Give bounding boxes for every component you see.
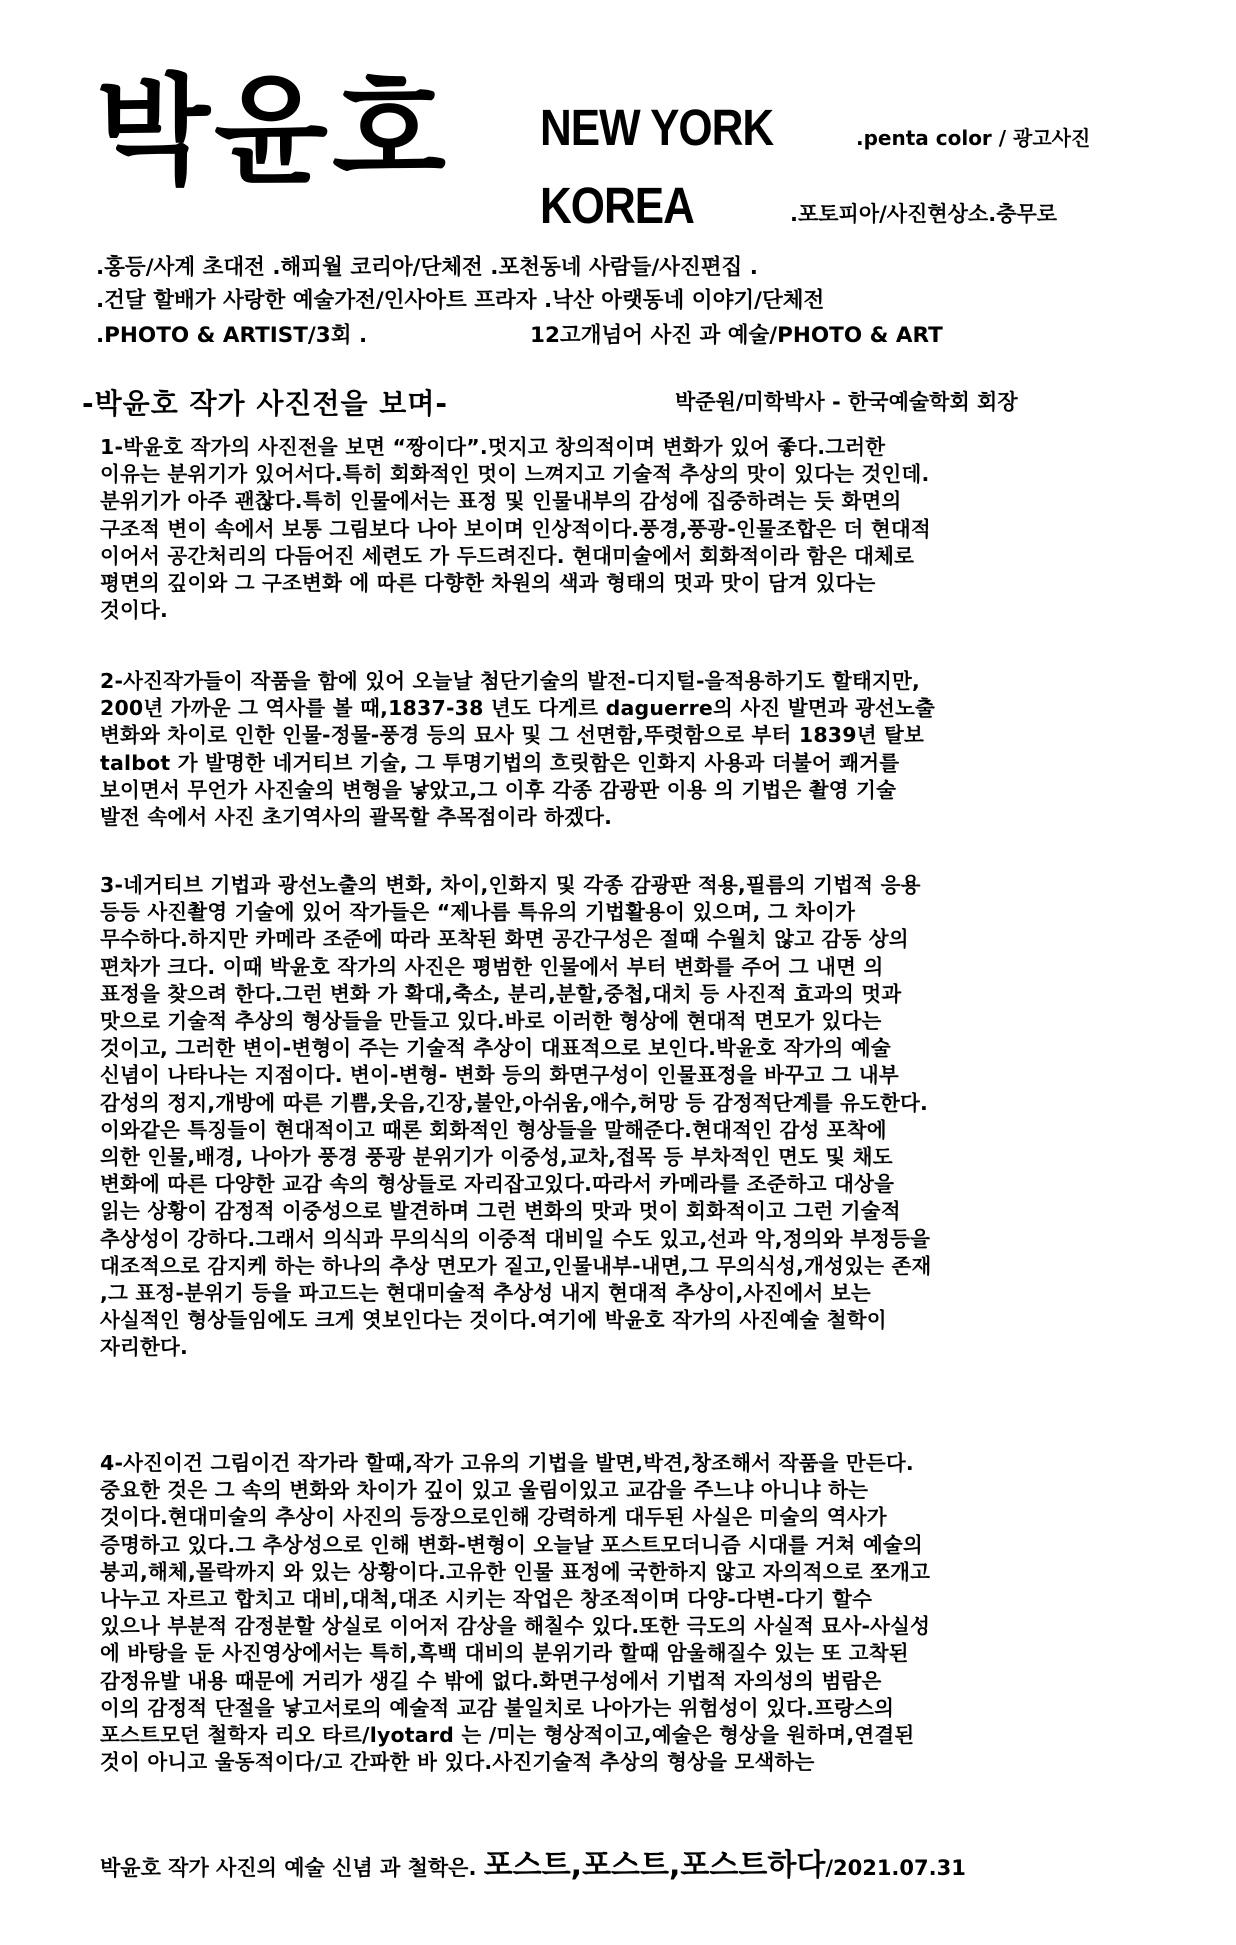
paragraph-line: 증명하고 있다.그 추상성으로 인해 변화-변형이 오늘날 포스트모더니즘 시대를 거쳐 예술의 <box>100 1532 923 1557</box>
essay-author: 박준원/미학박사 - 한국예술학회 회장 <box>675 390 1018 414</box>
essay-heading: -박윤호 작가 사진전을 보며- <box>82 387 449 420</box>
paragraph-line: 읽는 상황이 감정적 이중성으로 발견하며 그런 변화의 맛과 멋이 회화적이고 그런 기술적 <box>100 1199 901 1224</box>
paragraph-line: 맛으로 기술적 추상의 형상들을 만들고 있다.바로 이러한 형상에 현대적 면모가 있다는 <box>100 1009 882 1034</box>
paragraph-line: 구조적 변이 속에서 보통 그림보다 나아 보이며 인상적이다.풍경,풍광-인물조합은 더 현대적 <box>100 516 931 541</box>
paragraph-line: 이와같은 특징들이 현대적이고 때론 회화적인 형상들을 말해준다.현대적인 감성 포착에 <box>100 1117 887 1142</box>
paragraph-line: 평면의 깊이와 그 구조변화 에 따른 다향한 차원의 색과 형태의 멋과 맛이 담겨 있다는 <box>100 571 876 596</box>
paragraph-line: 것이 아니고 울동적이다/고 간파한 바 있다.사진기술적 추상의 형상을 모색하는 <box>100 1750 815 1775</box>
paragraph-line: 포스트모던 철학자 리오 타르/lyotard 는 /미는 형상적이고,예술은 형상을 원하며,연결된 <box>100 1723 915 1748</box>
paragraph-line: 것이다.현대미술의 추상이 사진의 등장으로인해 강력하게 대두된 사실은 미술의 역사가 <box>100 1505 887 1530</box>
paragraph-line: 발전 속에서 사진 초기역사의 괄목할 추목점이라 하겠다. <box>100 805 613 830</box>
paragraph-line: 무수하다.하지만 카메라 조준에 따라 포착된 화면 공간구성은 절때 수월치 않고 감동 상의 <box>100 927 909 952</box>
paragraph-line: 변화에 따른 다양한 교감 속의 형상들로 자리잡고있다.따라서 카메라를 조준하고 대상을 <box>100 1172 895 1197</box>
paragraph-line: 있으나 부분적 감정분할 상실로 이어저 감상을 해칠수 있다.또한 극도의 사실적 묘사-사실성 <box>100 1614 931 1639</box>
paragraph-line: 에 바탕을 둔 사진영상에서는 특히,흑백 대비의 분위기라 할때 암울해질수 있는 또 고착된 <box>100 1641 909 1666</box>
paragraph-line: 추상성이 강하다.그래서 의식과 무의식의 이중적 대비일 수도 있고,선과 악,정의와 부정등을 <box>100 1226 931 1251</box>
paragraph-line: ,그 표정-분위기 등을 파고드는 현대미술적 추상성 내지 현대적 추상이,사진에서 보는 <box>100 1281 871 1306</box>
paragraph-line: 붕괴,해체,몰락까지 와 있는 상황이다.고유한 인물 표정에 국한하지 않고 자의적으로 쪼개고 <box>100 1559 931 1584</box>
paragraph-line: 중요한 것은 그 속의 변화와 차이가 깊이 있고 울림이있고 교감을 주느냐 아니냐 하는 <box>100 1478 869 1503</box>
closing-emphasis: 포스트,포스트,포스트하다 <box>483 1848 826 1883</box>
paragraph-line: 분위기가 아주 괜찮다.특히 인물에서는 표정 및 인물내부의 감성에 집중하려는 듯 화면의 <box>100 489 902 514</box>
closing-date: /2021.07.31 <box>825 1856 966 1880</box>
paragraph-line: 변화와 차이로 인한 인물-정물-풍경 등의 묘사 및 그 선면함,뚜렷함으로 부터 1839년 탈보 <box>100 723 925 748</box>
artist-name-title: 박윤호 <box>96 62 450 200</box>
paragraph-line: 것이고, 그러한 변이-변형이 주는 기술적 추상이 대표적으로 보인다.박윤호 작가의 예술 <box>100 1036 891 1061</box>
paragraph-line: 3-네거티브 기법과 광선노출의 변화, 차이,인화지 및 각종 감광판 적용,필름의 기법적 응용 <box>100 873 921 897</box>
city-korea: KOREA <box>540 178 694 235</box>
paragraph-line: 편차가 크다. 이때 박윤호 작가의 사진은 평범한 인물에서 부터 변화를 주어 그 내면 의 <box>100 954 884 979</box>
paragraph-line: 표정을 찾으려 한다.그런 변화 가 확대,축소, 분리,분할,중첩,대치 등 사진적 효과의 멋과 <box>100 981 902 1006</box>
closing-text: 박윤호 작가 사진의 예술 신념 과 철학은. <box>100 1856 477 1880</box>
paragraph-line: talbot 가 발명한 네거티브 기술, 그 투명기법의 흐릿함은 인화지 사용과 더불어 쾌거를 <box>100 750 900 775</box>
paragraph-line: 2-사진작가들이 작품을 함에 있어 오늘날 첨단기술의 발전-디지털-을적용하기도 할태지만, <box>100 669 921 693</box>
closing-line <box>100 1840 966 1884</box>
paragraph-line: 등등 사진촬영 기술에 있어 작가들은 “제나름 특유의 기법활용이 있으며, 그 차이가 <box>100 900 856 925</box>
paragraph-line: 나누고 자르고 합치고 대비,대척,대조 시키는 작업은 창조적이며 다양-다변-다기 할수 <box>100 1587 873 1612</box>
paragraph-line: 것이다. <box>100 598 168 623</box>
paragraph-line: 200년 가까운 그 역사를 볼 때,1837-38 년도 다게르 daguerre의 사진 발면과 광선노출 <box>100 696 936 721</box>
essay-paragraph-3 <box>100 872 1210 1362</box>
essay-paragraph-1 <box>100 434 1210 624</box>
paragraph-line: 감성의 정지,개방에 따른 기쁨,웃음,긴장,불안,아쉬움,애수,허망 등 감정적단계를 유도한다. <box>100 1090 929 1115</box>
city-new-york: NEW YORK <box>540 100 774 157</box>
paragraph-line: 신념이 나타나는 지점이다. 변이-변형- 변화 등의 화면구성이 인물표정을 바꾸고 그 내부 <box>100 1063 899 1088</box>
paragraph-line: 의한 인물,배경, 나아가 풍경 풍광 분위기가 이중성,교차,접목 등 부차적인 면도 및 채도 <box>100 1145 893 1170</box>
paragraph-line: 자리한다. <box>100 1335 188 1360</box>
paragraph-line: 보이면서 무언가 사진술의 변형을 낳았고,그 이후 각종 감광판 이용 의 기법은 촬영 기술 <box>100 777 897 802</box>
paragraph-line: 이어서 공간처리의 다듬어진 세련도 가 두드려진다. 현대미술에서 회화적이라 함은 대체로 <box>100 543 915 568</box>
career-tag-penta-color: .penta color / 광고사진 <box>856 126 1091 150</box>
exhibition-line-3a: .PHOTO & ARTIST/3회 . <box>96 323 368 348</box>
paragraph-line: 대조적으로 감지케 하는 하나의 추상 면모가 짙고,인물내부-내면,그 무의식성,개성있는 존재 <box>100 1253 932 1278</box>
paragraph-line: 이의 감정적 단절을 낳고서로의 예술적 교감 불일치로 나아가는 위험성이 있다.프랑스의 <box>100 1695 895 1720</box>
paragraph-line: 이유는 분위기가 있어서다.특히 회화적인 멋이 느껴지고 기술적 추상의 맛이 있다는 것인데. <box>100 462 930 487</box>
paragraph-line: 1-박윤호 작가의 사진전을 보면 “짱이다”.멋지고 창의적이며 변화가 있어 좋다.그러한 <box>100 435 886 459</box>
exhibition-line-1: .홍등/사계 초대전 .해피월 코리아/단체전 .포천동네 사람들/사진편집 . <box>96 255 758 280</box>
essay-paragraph-4 <box>100 1450 1210 1776</box>
exhibition-line-3b: 12고개넘어 사진 과 예술/PHOTO & ART <box>530 323 943 348</box>
paragraph-line: 4-사진이건 그림이건 작가라 할때,작가 고유의 기법을 발면,박견,창조해서 작품을 만든다. <box>100 1451 914 1475</box>
exhibition-line-2: .건달 할배가 사랑한 예술가전/인사아트 프라자 .낙산 아랫동네 이야기/단체전 <box>96 288 825 313</box>
career-tag-photopia: .포토피아/사진현상소.충무로 <box>790 202 1058 226</box>
paragraph-line: 사실적인 형상들임에도 크게 엿보인다는 것이다.여기에 박윤호 작가의 사진예술 철학이 <box>100 1308 887 1333</box>
essay-paragraph-2 <box>100 668 1210 831</box>
paragraph-line: 감정유발 내용 때문에 거리가 생길 수 밖에 없다.화면구성에서 기법적 자의성의 범람은 <box>100 1668 882 1693</box>
